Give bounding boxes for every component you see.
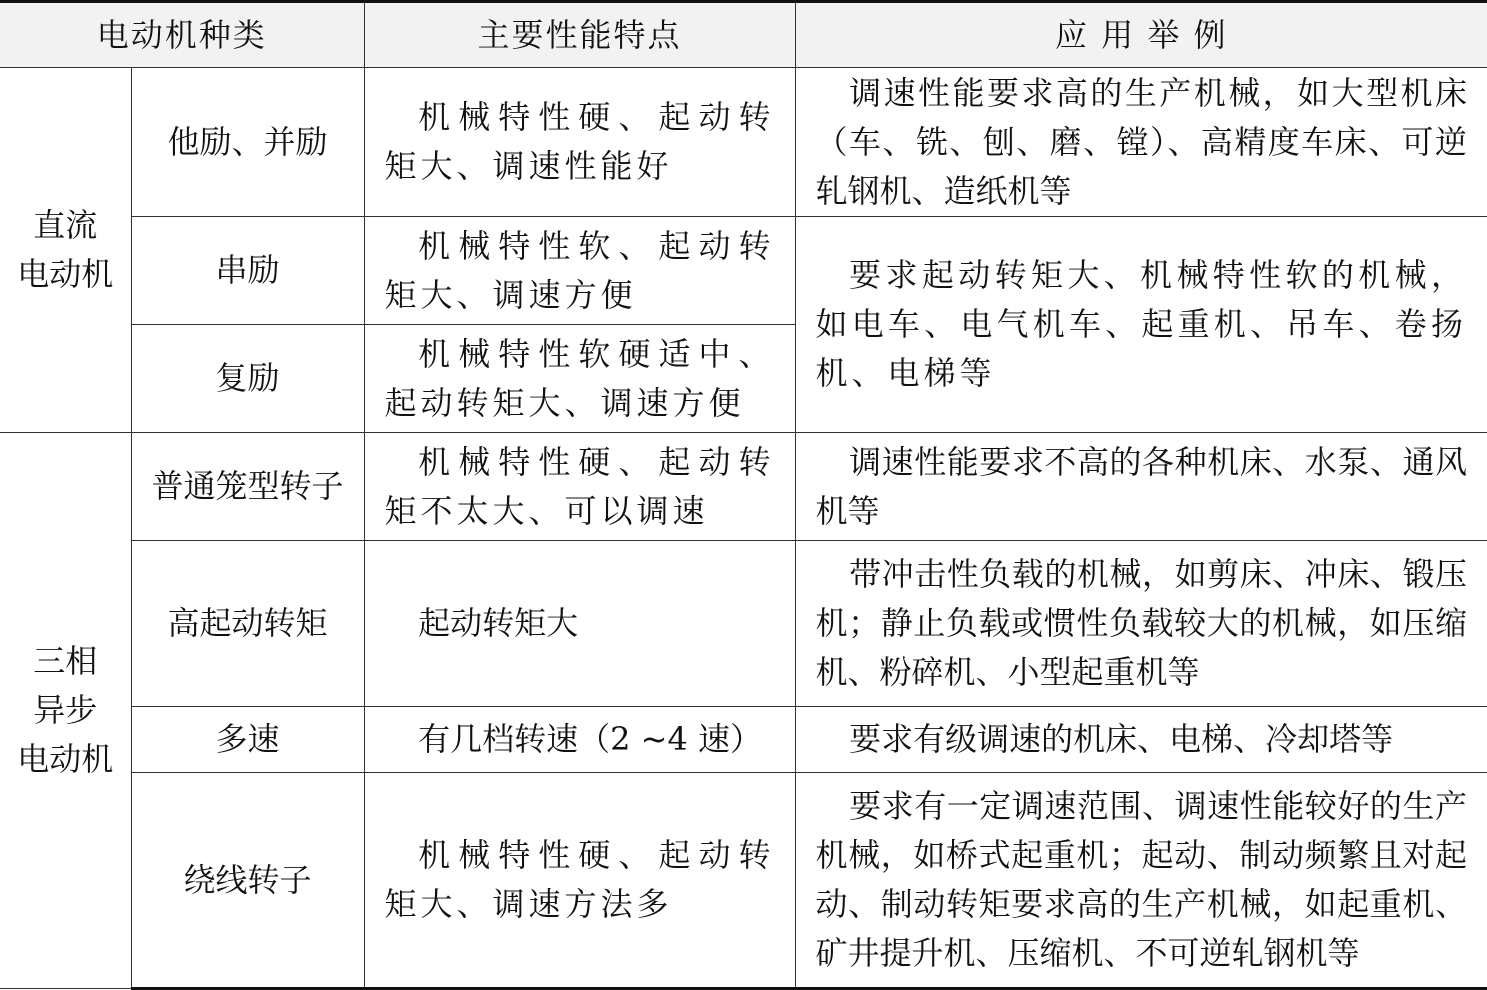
group-label-line: 直流 (33, 206, 98, 244)
features-cell: 机械特性硬、起动转矩大、调速性能好 (364, 68, 795, 217)
features-cell: 机械特性硬、起动转矩大、调速方法多 (364, 773, 795, 989)
features-cell: 机械特性硬、起动转矩不太大、可以调速 (364, 433, 795, 541)
subtype-cell: 串励 (131, 217, 364, 325)
features-cell: 机械特性软、起动转矩大、调速方便 (364, 217, 795, 325)
header-row (0, 2, 1487, 68)
table-row (0, 773, 1487, 989)
table-row (0, 707, 1487, 773)
examples-cell: 带冲击性负载的机械，如剪床、冲床、锻压机；静止负载或惯性负载较大的机械，如压缩机、粉碎机、小型起重机等 (795, 541, 1487, 707)
features-cell: 机械特性软硬适中、起动转矩大、调速方便 (364, 325, 795, 433)
features-cell: 有几档转速（2 ~4 速） (364, 707, 795, 773)
examples-cell: 要求有一定调速范围、调速性能较好的生产机械，如桥式起重机；起动、制动频繁且对起动、制动转矩要求高的生产机械，如起重机、矿井提升机、压缩机、不可逆轧钢机等 (795, 773, 1487, 989)
examples-cell: 要求起动转矩大、机械特性软的机械，如电车、电气机车、起重机、吊车、卷扬机、电梯等 (795, 217, 1487, 433)
group-label-line: 电动机 (17, 255, 114, 293)
header-examples: 应 用 举 例 (795, 2, 1487, 68)
examples-cell: 调速性能要求不高的各种机床、水泵、通风机等 (795, 433, 1487, 541)
subtype-cell: 他励、并励 (131, 68, 364, 217)
features-cell: 起动转矩大 (364, 541, 795, 707)
subtype-cell: 高起动转矩 (131, 541, 364, 707)
subtype-cell: 普通笼型转子 (131, 433, 364, 541)
header-features: 主要性能特点 (364, 2, 795, 68)
table-row (0, 217, 1487, 325)
group-label-line: 电动机 (17, 740, 114, 778)
examples-cell: 调速性能要求高的生产机械，如大型机床（车、铣、刨、磨、镗）、高精度车床、可逆轧钢机、造纸机等 (795, 68, 1487, 217)
group-ac-async-motor (0, 433, 131, 989)
subtype-cell: 多速 (131, 707, 364, 773)
header-motor-type: 电动机种类 (0, 2, 364, 68)
subtype-cell: 绕线转子 (131, 773, 364, 989)
table-row (0, 68, 1487, 217)
table-row (0, 541, 1487, 707)
group-label-line: 异步 (33, 691, 98, 729)
examples-cell: 要求有级调速的机床、电梯、冷却塔等 (795, 707, 1487, 773)
group-label-line: 三相 (33, 642, 98, 680)
subtype-cell: 复励 (131, 325, 364, 433)
table-row (0, 433, 1487, 541)
group-dc-motor (0, 68, 131, 433)
